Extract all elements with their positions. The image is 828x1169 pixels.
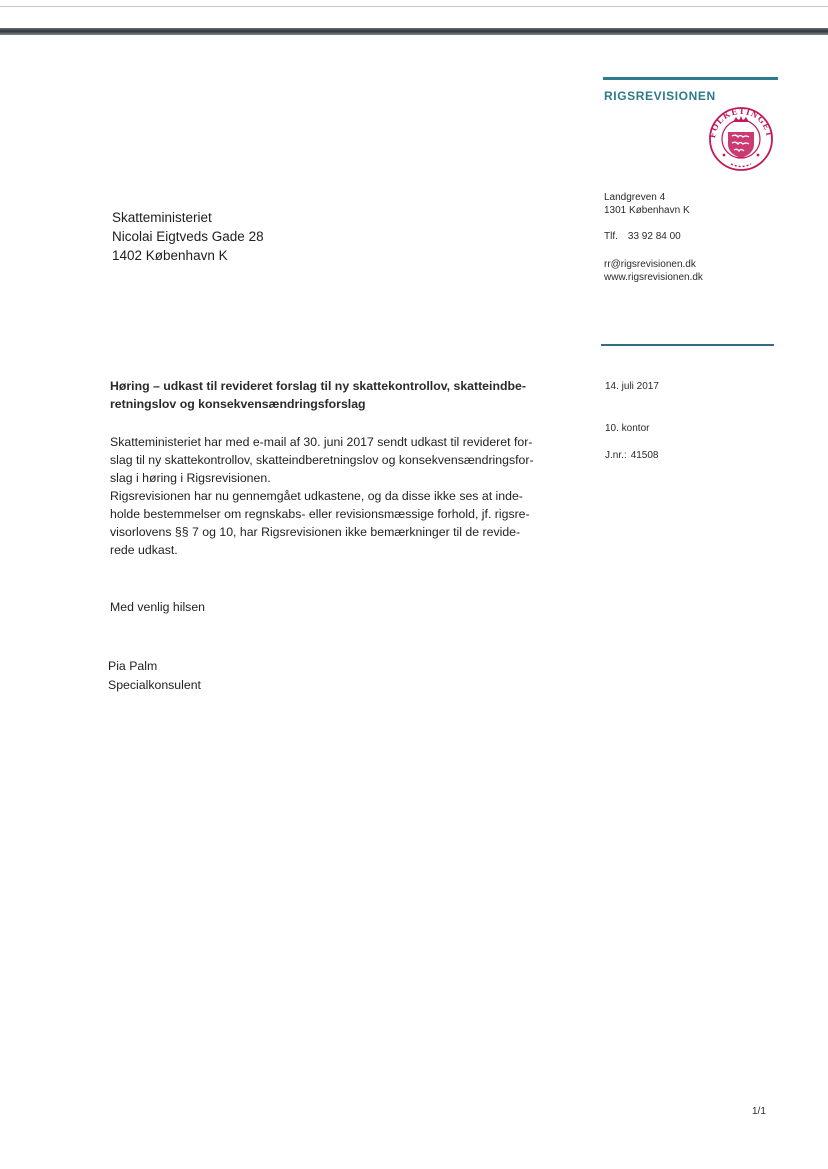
phone-label: Tlf. <box>604 231 618 242</box>
recipient-line: Nicolai Eigtveds Gade 28 <box>112 229 264 244</box>
sender-address-line: Landgreven 4 <box>604 192 666 203</box>
journal-number: 41508 <box>630 450 659 461</box>
letter-date: 14. juli 2017 <box>605 381 659 392</box>
seal-text: FOLKETINGET <box>707 106 775 139</box>
body-line: slag til ny skattekontrollov, skatteindberetningslov og konsekvensændringsfor- <box>110 453 534 467</box>
scan-edge-band <box>0 28 828 35</box>
organization-name: RIGSREVISIONEN <box>604 89 716 103</box>
letter-subject <box>110 377 590 413</box>
journal-reference <box>605 450 659 461</box>
sender-address-line: 1301 København K <box>604 205 690 216</box>
office-reference: 10. kontor <box>605 423 650 434</box>
signature-block <box>108 657 201 695</box>
body-line: Skatteministeriet har med e-mail af 30. juni 2017 sendt udkast til revideret for- <box>110 435 533 449</box>
sender-email: rr@rigsrevisionen.dk <box>604 259 696 270</box>
recipient-line: Skatteministeriet <box>112 210 212 225</box>
letter-closing: Med venlig hilsen <box>110 600 206 614</box>
scan-top-line <box>0 6 828 7</box>
sender-contact <box>604 258 703 284</box>
sender-website: www.rigsrevisionen.dk <box>604 272 703 283</box>
body-line: slag i høring i Rigsrevisionen. <box>110 471 271 485</box>
folketinget-seal <box>707 106 775 172</box>
sender-phone <box>604 231 681 242</box>
sender-address <box>604 191 690 217</box>
body-line: rede udkast. <box>110 543 178 557</box>
letterhead-top-rule <box>603 77 778 80</box>
journal-label: J.nr.: <box>605 450 627 461</box>
letterhead-divider <box>601 344 774 346</box>
subject-line: Høring – udkast til revideret forslag til ny skattekontrollov, skatteindbe- <box>110 379 526 393</box>
body-line: holde bestemmelser om regnskabs- eller revisionsmæssige forhold, jf. rigsre- <box>110 507 530 521</box>
signer-name: Pia Palm <box>108 659 158 673</box>
subject-line: retningslov og konsekvensændringsforslag <box>110 397 366 411</box>
recipient-address <box>112 208 264 265</box>
recipient-line: 1402 København K <box>112 248 228 263</box>
body-line: visorlovens §§ 7 og 10, har Rigsrevisionen ikke bemærkninger til de revide- <box>110 525 521 539</box>
signer-title: Specialkonsulent <box>108 678 201 692</box>
phone-number: 33 92 84 00 <box>627 231 681 242</box>
letter-body <box>110 433 590 559</box>
body-line: Rigsrevisionen har nu gennemgået udkastene, og da disse ikke ses at inde- <box>110 489 523 503</box>
page-number: 1/1 <box>752 1106 766 1117</box>
